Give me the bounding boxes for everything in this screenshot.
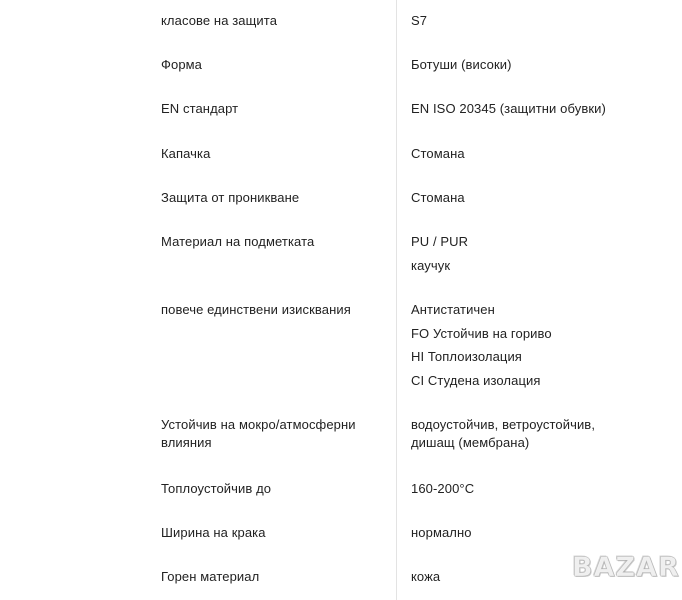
spec-value [411, 12, 651, 36]
spec-label: Устойчив на мокро/атмосферни влияния [161, 417, 356, 450]
spec-value-line: HI Топлоизолация [411, 349, 522, 364]
spec-value-line: каучук [411, 257, 451, 273]
spec-value-line: FO Устойчив на гориво [411, 325, 552, 341]
spec-value-line: Антистатичен [411, 302, 495, 317]
spec-label: Топлоустойчив до [161, 481, 272, 496]
spec-value-line: CI Студена изолация [411, 372, 541, 388]
spec-value-line: Стомана [411, 190, 465, 205]
spec-value-line: 160-200°C [411, 481, 475, 496]
spec-value-line: S7 [411, 13, 428, 28]
watermark-logo: BAZAR [572, 552, 680, 583]
spec-value [411, 145, 651, 169]
spec-label: Форма [161, 57, 203, 72]
spec-label: класове на защита [161, 13, 278, 28]
spec-value-line: водоустойчив, ветроустойчив, дишащ (мембрана) [411, 417, 596, 450]
spec-label: Горен материал [161, 569, 260, 584]
spec-value [411, 100, 651, 124]
spec-value-line: EN ISO 20345 (защитни обувки) [411, 101, 606, 116]
spec-value [411, 480, 651, 504]
spec-value-line: кожа [411, 569, 441, 584]
spec-value [411, 56, 651, 80]
spec-label: Материал на подметката [161, 234, 315, 249]
spec-value-line: PU / PUR [411, 234, 469, 249]
spec-value [411, 416, 616, 452]
spec-value-line: Ботуши (високи) [411, 57, 512, 72]
spec-label: повече единствени изисквания [161, 302, 351, 317]
spec-label: Защита от проникване [161, 190, 300, 205]
spec-label: Капачка [161, 146, 211, 161]
spec-label: EN стандарт [161, 101, 239, 116]
spec-value [411, 524, 651, 548]
spec-value [411, 301, 651, 395]
spec-value-line: Стомана [411, 146, 465, 161]
spec-label: Ширина на крака [161, 525, 266, 540]
spec-value [411, 233, 651, 280]
spec-value-line: нормално [411, 525, 472, 540]
spec-value [411, 189, 651, 213]
column-divider [396, 0, 397, 600]
